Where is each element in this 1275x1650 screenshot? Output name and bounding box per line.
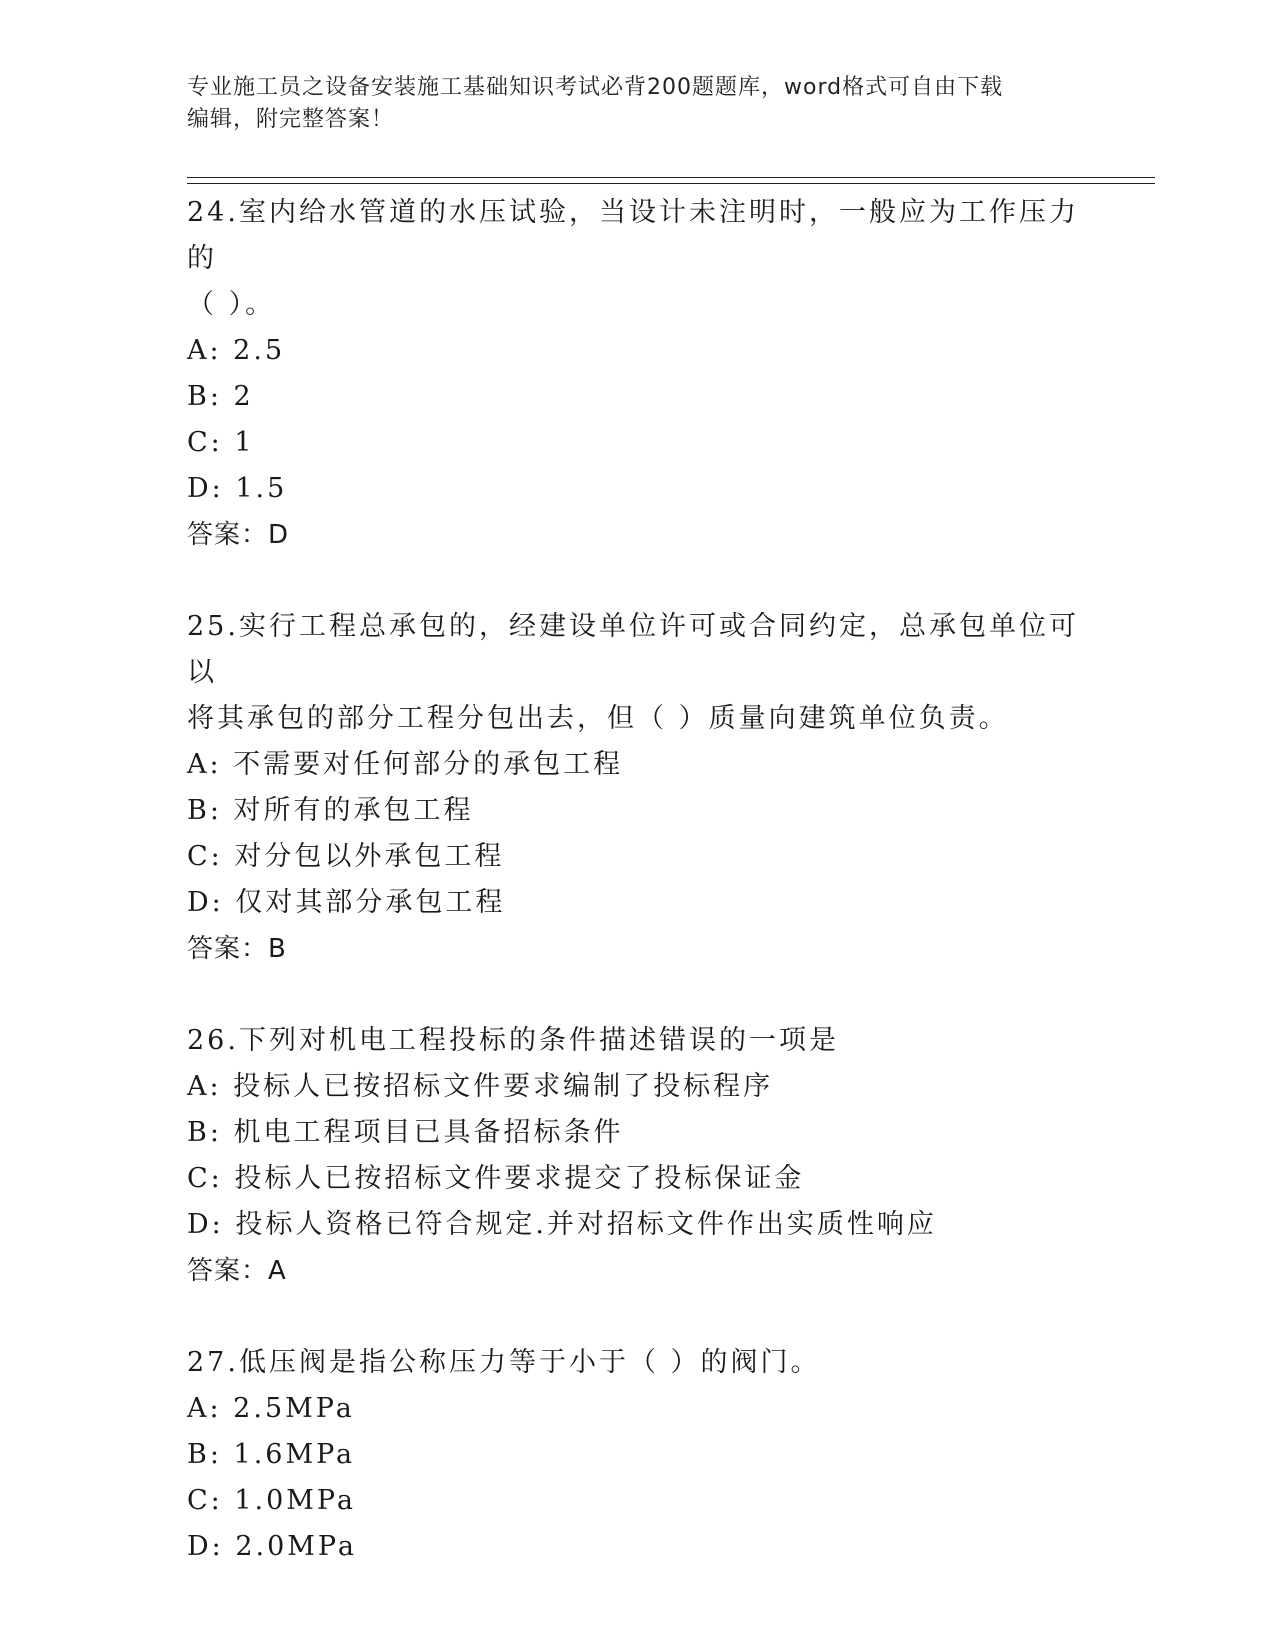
header-divider-bottom: [187, 183, 1155, 184]
option-b: B: 机电工程项目已具备招标条件: [187, 1117, 624, 1148]
answer: 答案：A: [187, 1256, 287, 1286]
question-text-cont: 将其承包的部分工程分包出去，但（ ）质量向建筑单位负责。: [187, 703, 1009, 734]
question-list: [187, 190, 1087, 1570]
option-d: D: 投标人资格已符合规定.并对招标文件作出实质性响应: [187, 1209, 937, 1240]
question-27: [187, 1340, 1087, 1570]
option-b: B: 1.6MPa: [187, 1439, 356, 1470]
header-divider-top: [187, 177, 1155, 178]
option-c: C: 投标人已按招标文件要求提交了投标保证金: [187, 1163, 805, 1194]
question-text: 27.低压阀是指公称压力等于小于（ ）的阀门。: [187, 1347, 821, 1378]
answer: 答案：D: [187, 520, 290, 550]
option-c: C: 对分包以外承包工程: [187, 841, 505, 872]
option-a: A: 投标人已按招标文件要求编制了投标程序: [187, 1071, 774, 1102]
option-c: C: 1.0MPa: [187, 1485, 356, 1516]
option-d: D: 2.0MPa: [187, 1531, 357, 1562]
option-d: D: 仅对其部分承包工程: [187, 887, 506, 918]
option-b: B: 对所有的承包工程: [187, 795, 474, 826]
option-a: A: 不需要对任何部分的承包工程: [187, 749, 624, 780]
option-b: B: 2: [187, 381, 254, 412]
question-26: [187, 1018, 1087, 1294]
header-line-2: 编辑，附完整答案！: [187, 107, 395, 132]
option-d: D: 1.5: [187, 473, 288, 504]
question-25: [187, 604, 1087, 972]
option-a: A: 2.5: [187, 335, 286, 366]
option-c: C: 1: [187, 427, 255, 458]
header-line-1: 专业施工员之设备安装施工基础知识考试必背200题题库，word格式可自由下载: [187, 75, 1004, 100]
document-header: [187, 72, 1087, 136]
question-text: 24.室内给水管道的水压试验，当设计未注明时，一般应为工作压力的: [187, 197, 1079, 274]
question-text-cont: （ ）。: [187, 289, 276, 320]
answer: 答案：B: [187, 934, 287, 964]
question-text: 26.下列对机电工程投标的条件描述错误的一项是: [187, 1025, 839, 1056]
option-a: A: 2.5MPa: [187, 1393, 355, 1424]
question-text: 25.实行工程总承包的，经建设单位许可或合同约定，总承包单位可以: [187, 611, 1079, 688]
question-24: [187, 190, 1087, 558]
